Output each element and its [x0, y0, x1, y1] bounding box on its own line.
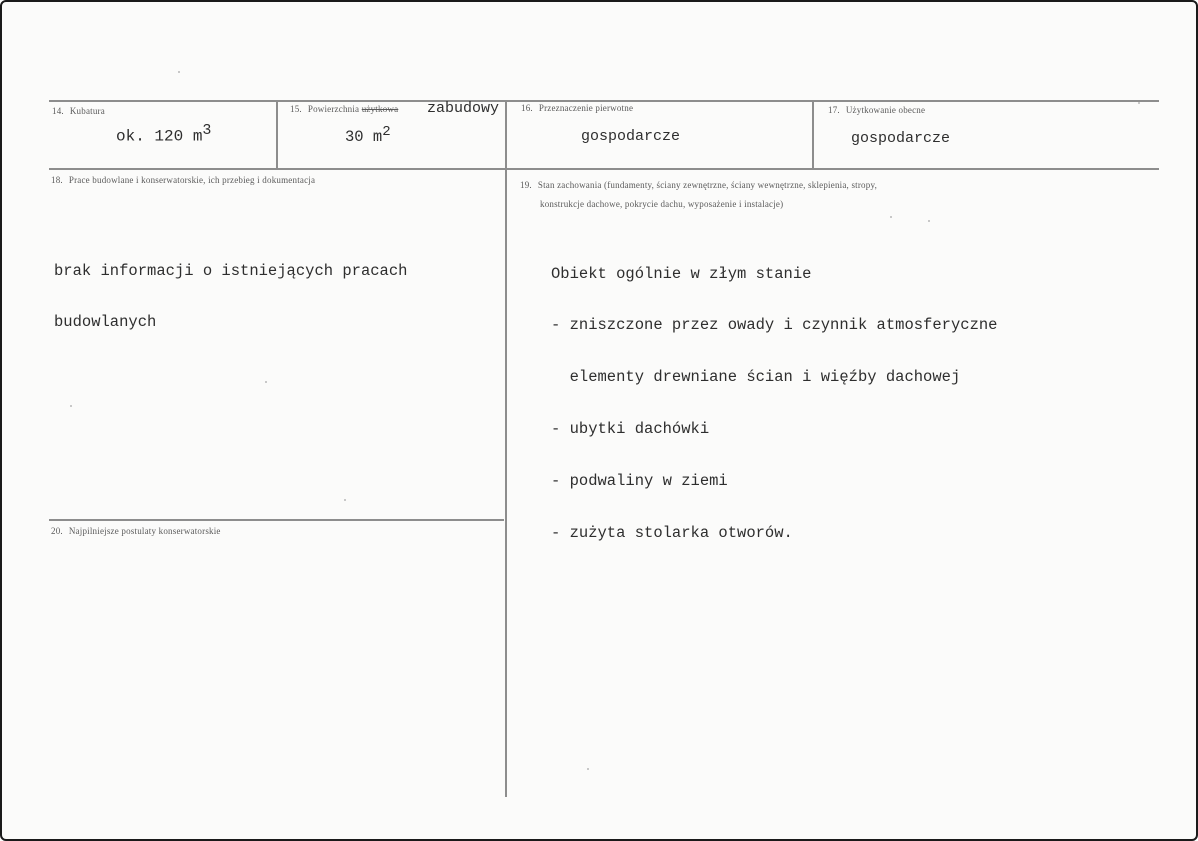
middle-rule: [49, 168, 1159, 170]
paper-speck: [344, 499, 346, 501]
field-19-line: - zniszczone przez owady i czynnik atmosferyczne: [551, 316, 998, 335]
field-19-line: Obiekt ogólnie w złym stanie: [551, 264, 812, 283]
field-19-title: Stan zachowania (fundamenty, ściany zewnętrzne, ściany wewnętrzne, sklepienia, stropy,: [537, 180, 878, 190]
section20-rule: [49, 519, 504, 521]
field-15-value-text: 30 m: [345, 128, 383, 147]
field-16-number: 16.: [521, 103, 533, 113]
field-15-unit-exponent: 2: [382, 124, 391, 140]
field-19-title-line1: [520, 176, 877, 195]
field-20-label: [51, 526, 221, 536]
paper-speck: [1138, 102, 1140, 104]
field-14-label: [52, 106, 105, 116]
field-14-number: 14.: [52, 106, 64, 116]
field-15-value: [345, 124, 391, 146]
paper-speck: [70, 405, 72, 407]
field-19-text: [551, 231, 997, 577]
field-18-number: 18.: [51, 175, 63, 185]
paper-speck: [890, 216, 892, 218]
field-20-title: Najpilniejsze postulaty konserwatorskie: [68, 526, 221, 536]
field-15-struck-word: użytkowa: [361, 104, 399, 114]
divider-16-17: [812, 100, 814, 168]
field-20-number: 20.: [51, 526, 63, 536]
field-16-value: gospodarcze: [581, 128, 681, 145]
field-17-value: gospodarcze: [851, 130, 951, 147]
field-17-number: 17.: [828, 105, 840, 115]
paper-speck: [587, 768, 589, 770]
field-17-label: [828, 105, 925, 115]
field-15-correction: zabudowy: [427, 100, 500, 117]
field-18-line: brak informacji o istniejących pracach: [54, 261, 408, 280]
field-19-line: - ubytki dachówki: [551, 420, 710, 439]
field-14-value: [116, 122, 211, 145]
field-19-line: - podwaliny w ziemi: [551, 472, 728, 491]
field-19-title-line2: konstrukcje dachowe, pokrycie dachu, wyposażenie i instalacje): [540, 199, 784, 209]
field-18-label: [51, 175, 315, 185]
field-19-line: - zużyta stolarka otworów.: [551, 524, 793, 543]
paper-speck: [928, 220, 930, 222]
divider-14-15: [276, 100, 278, 168]
field-19-number: 19.: [520, 180, 532, 190]
field-15-label: [290, 104, 398, 114]
field-18-line: budowlanych: [54, 313, 157, 332]
field-19-line: elementy drewniane ścian i więźby dachowej: [551, 368, 961, 387]
field-18-text: [54, 228, 407, 366]
field-16-title: Przeznaczenie pierwotne: [538, 103, 634, 113]
field-16-label: [521, 103, 633, 113]
field-15-title-prefix: Powierzchnia: [307, 104, 360, 114]
paper-speck: [178, 71, 180, 73]
paper-speck: [265, 381, 267, 383]
field-19-label: [520, 176, 877, 214]
field-14-title: Kubatura: [69, 106, 105, 116]
field-15-number: 15.: [290, 104, 302, 114]
field-14-value-text: ok. 120 m: [116, 127, 203, 146]
field-14-unit-exponent: 3: [202, 122, 212, 139]
field-17-title: Użytkowanie obecne: [845, 105, 926, 115]
field-18-title: Prace budowlane i konserwatorskie, ich przebieg i dokumentacja: [68, 175, 316, 185]
top-rule: [49, 100, 1159, 102]
divider-main: [505, 100, 507, 797]
